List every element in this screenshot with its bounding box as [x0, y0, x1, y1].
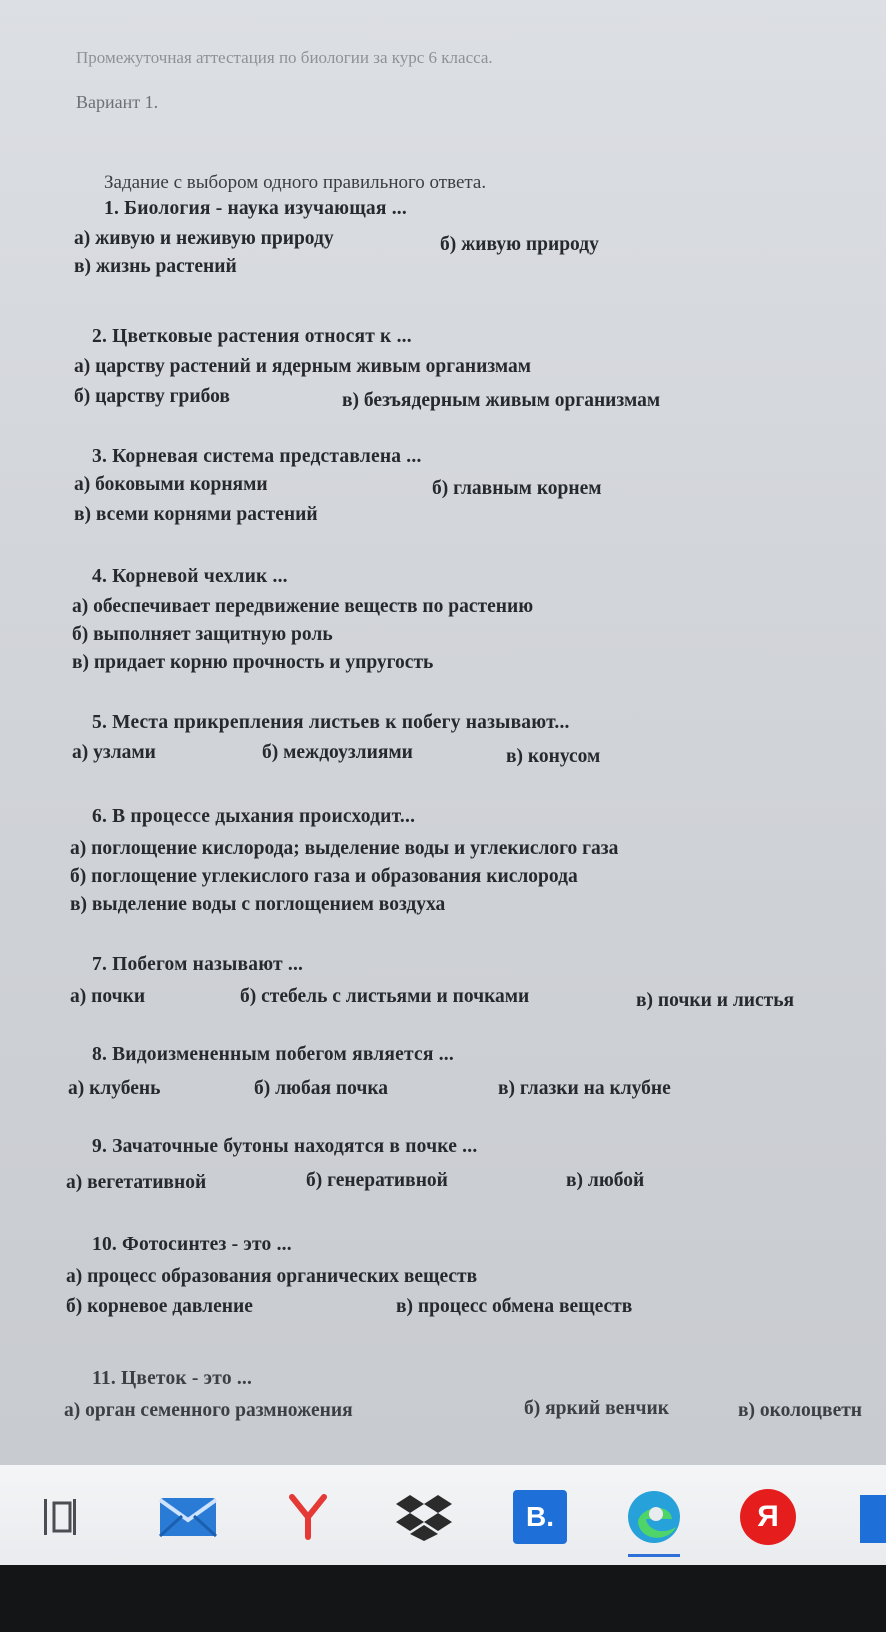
task-view-icon[interactable]: [28, 1485, 92, 1549]
question-2: 2. Цветковые растения относят к ...: [92, 326, 412, 347]
q11-option-c: в) околоцветн: [738, 1400, 863, 1421]
q5-option-b: б) междоузлиями: [262, 742, 413, 763]
question-10: 10. Фотосинтез - это ...: [92, 1234, 292, 1255]
q2-option-b: б) царству грибов: [74, 386, 230, 407]
q10-option-a: а) процесс образования органических веществ: [66, 1266, 478, 1287]
q7-option-b: б) стебель с листьями и почками: [240, 986, 530, 1007]
q4-option-c: в) придает корню прочность и упругость: [72, 652, 434, 673]
question-9: 9. Зачаточные бутоны находятся в почке ...: [92, 1136, 478, 1157]
q4-option-b: б) выполняет защитную роль: [72, 624, 333, 645]
q1-option-c: в) жизнь растений: [74, 256, 237, 277]
q1-option-a: а) живую и неживую природу: [74, 228, 334, 249]
q11-option-b: б) яркий венчик: [524, 1398, 669, 1419]
vk-icon-label: B.: [526, 1501, 554, 1532]
q5-option-a: а) узлами: [72, 742, 156, 763]
q11-option-a: а) орган семенного размножения: [64, 1400, 353, 1421]
q1-option-b: б) живую природу: [440, 234, 599, 255]
q8-option-c: в) глазки на клубне: [498, 1078, 671, 1099]
q4-option-a: а) обеспечивает передвижение веществ по растению: [72, 596, 534, 617]
mail-icon[interactable]: [156, 1485, 220, 1549]
q3-option-b: б) главным корнем: [432, 478, 602, 499]
q9-option-a: а) вегетативной: [66, 1172, 207, 1193]
q6-option-b: б) поглощение углекислого газа и образования кислорода: [70, 866, 578, 887]
q2-option-a: а) царству растений и ядерным живым организмам: [74, 356, 532, 377]
dropbox-icon[interactable]: [392, 1485, 456, 1549]
question-11: 11. Цветок - это ...: [92, 1368, 253, 1389]
q10-option-c: в) процесс обмена веществ: [396, 1296, 633, 1317]
q7-option-a: а) почки: [70, 986, 146, 1007]
question-5: 5. Места прикрепления листьев к побегу называют...: [92, 712, 570, 733]
q6-option-c: в) выделение воды с поглощением воздуха: [70, 894, 446, 915]
q5-option-c: в) конусом: [506, 746, 601, 767]
q8-option-a: а) клубень: [68, 1078, 161, 1099]
q3-option-a: а) боковыми корнями: [74, 474, 268, 495]
next-taskbar-icon-edge[interactable]: [860, 1495, 886, 1543]
edge-icon[interactable]: [622, 1485, 686, 1549]
q3-option-c: в) всеми корнями растений: [74, 504, 318, 525]
q7-option-c: в) почки и листья: [636, 990, 795, 1011]
taskbar: [0, 1465, 886, 1565]
question-3: 3. Корневая система представлена ...: [92, 446, 422, 467]
q9-option-c: в) любой: [566, 1170, 645, 1191]
vk-icon[interactable]: [508, 1485, 572, 1549]
q9-option-b: б) генеративной: [306, 1170, 448, 1191]
q2-option-c: в) безъядерным живым организмам: [342, 390, 661, 411]
yandex-icon[interactable]: [736, 1485, 800, 1549]
q6-option-a: а) поглощение кислорода; выделение воды и углекислого газа: [70, 838, 619, 859]
variant-label: Вариант 1.: [76, 92, 159, 112]
instruction: Задание с выбором одного правильного ответа.: [104, 172, 487, 193]
question-6: 6. В процессе дыхания происходит...: [92, 806, 416, 827]
yandex-browser-icon[interactable]: [276, 1485, 340, 1549]
question-8: 8. Видоизмененным побегом является ...: [92, 1044, 454, 1065]
document-header: Промежуточная аттестация по биологии за курс 6 класса.: [76, 48, 493, 67]
question-7: 7. Побегом называют ...: [92, 954, 304, 975]
yandex-icon-label: Я: [757, 1500, 779, 1533]
question-4: 4. Корневой чехлик ...: [92, 566, 288, 587]
q10-option-b: б) корневое давление: [66, 1296, 253, 1317]
monitor-bezel: [0, 1565, 886, 1632]
q8-option-b: б) любая почка: [254, 1078, 389, 1099]
question-1: 1. Биология - наука изучающая ...: [104, 198, 407, 219]
